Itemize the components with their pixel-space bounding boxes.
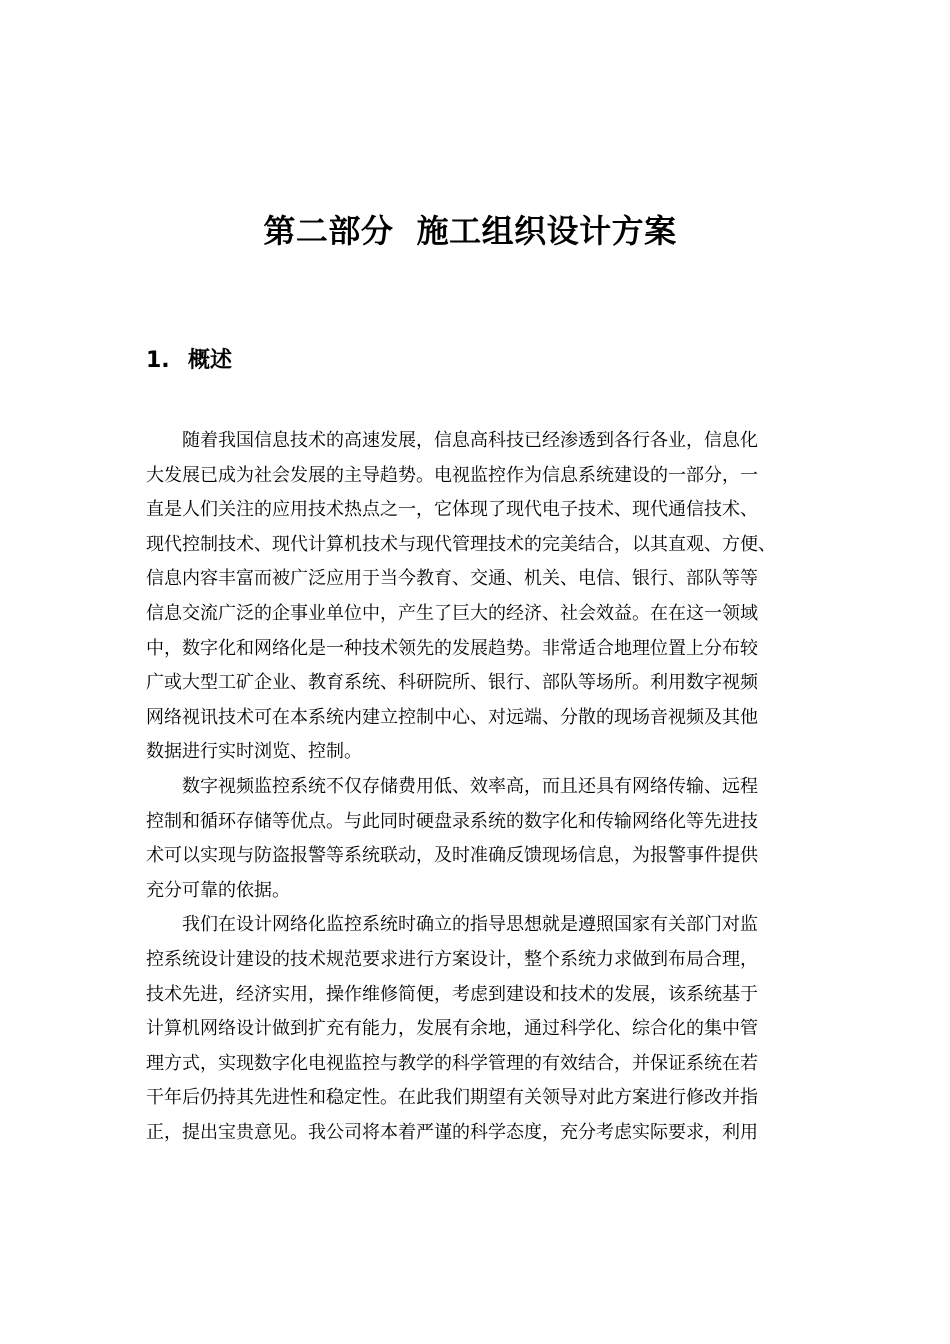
paragraph-line: 信息交流广泛的企事业单位中，产生了巨大的经济、社会效益。在在这一领域	[146, 602, 758, 624]
paragraph-line: 数据进行实时浏览、控制。	[146, 741, 362, 763]
paragraph-line: 网络视讯技术可在本系统内建立控制中心、对远端、分散的现场音视频及其他	[146, 706, 758, 728]
paragraph-line: 术可以实现与防盗报警等系统联动，及时准确反馈现场信息，为报警事件提供	[146, 845, 758, 867]
paragraph-line: 正，提出宝贵意见。我公司将本着严谨的科学态度，充分考虑实际要求，利用	[146, 1121, 758, 1143]
paragraph-line: 计算机网络设计做到扩充有能力，发展有余地，通过科学化、综合化的集中管	[146, 1018, 758, 1040]
section-heading	[146, 344, 232, 378]
paragraph-line: 干年后仍持其先进性和稳定性。在此我们期望有关领导对此方案进行修改并指	[146, 1087, 758, 1109]
paragraph-line: 广或大型工矿企业、教育系统、科研院所、银行、部队等场所。利用数字视频	[146, 672, 758, 694]
paragraph-line: 大发展已成为社会发展的主导趋势。电视监控作为信息系统建设的一部分，一	[146, 464, 758, 486]
paragraph-line: 直是人们关注的应用技术热点之一，它体现了现代电子技术、现代通信技术、	[146, 499, 758, 521]
paragraph-line: 信息内容丰富而被广泛应用于当今教育、交通、机关、电信、银行、部队等等	[146, 568, 758, 590]
paragraph-line: 数字视频监控系统不仅存储费用低、效率高，而且还具有网络传输、远程	[182, 775, 758, 797]
page-title: 第二部分 施工组织设计方案	[263, 212, 677, 250]
paragraph-line: 现代控制技术、现代计算机技术与现代管理技术的完美结合，以其直观、方便、	[146, 533, 776, 555]
section-number: 1.	[146, 348, 170, 373]
paragraph-line: 技术先进，经济实用，操作维修简便，考虑到建设和技术的发展，该系统基于	[146, 983, 758, 1005]
paragraph-line: 控制和循环存储等优点。与此同时硬盘录系统的数字化和传输网络化等先进技	[146, 810, 758, 832]
paragraph-line: 充分可靠的依据。	[146, 879, 290, 901]
paragraph-line: 中，数字化和网络化是一种技术领先的发展趋势。非常适合地理位置上分布较	[146, 637, 758, 659]
paragraph-line: 随着我国信息技术的高速发展，信息高科技已经渗透到各行各业，信息化	[182, 430, 758, 451]
paragraph-line: 我们在设计网络化监控系统时确立的指导思想就是遵照国家有关部门对监	[182, 914, 758, 936]
body-text	[146, 424, 826, 1150]
paragraph-line: 控系统设计建设的技术规范要求进行方案设计，整个系统力求做到布局合理，	[146, 948, 758, 970]
section-title: 概述	[188, 348, 233, 373]
paragraph-line: 理方式，实现数字化电视监控与教学的科学管理的有效结合，并保证系统在若	[146, 1052, 758, 1074]
